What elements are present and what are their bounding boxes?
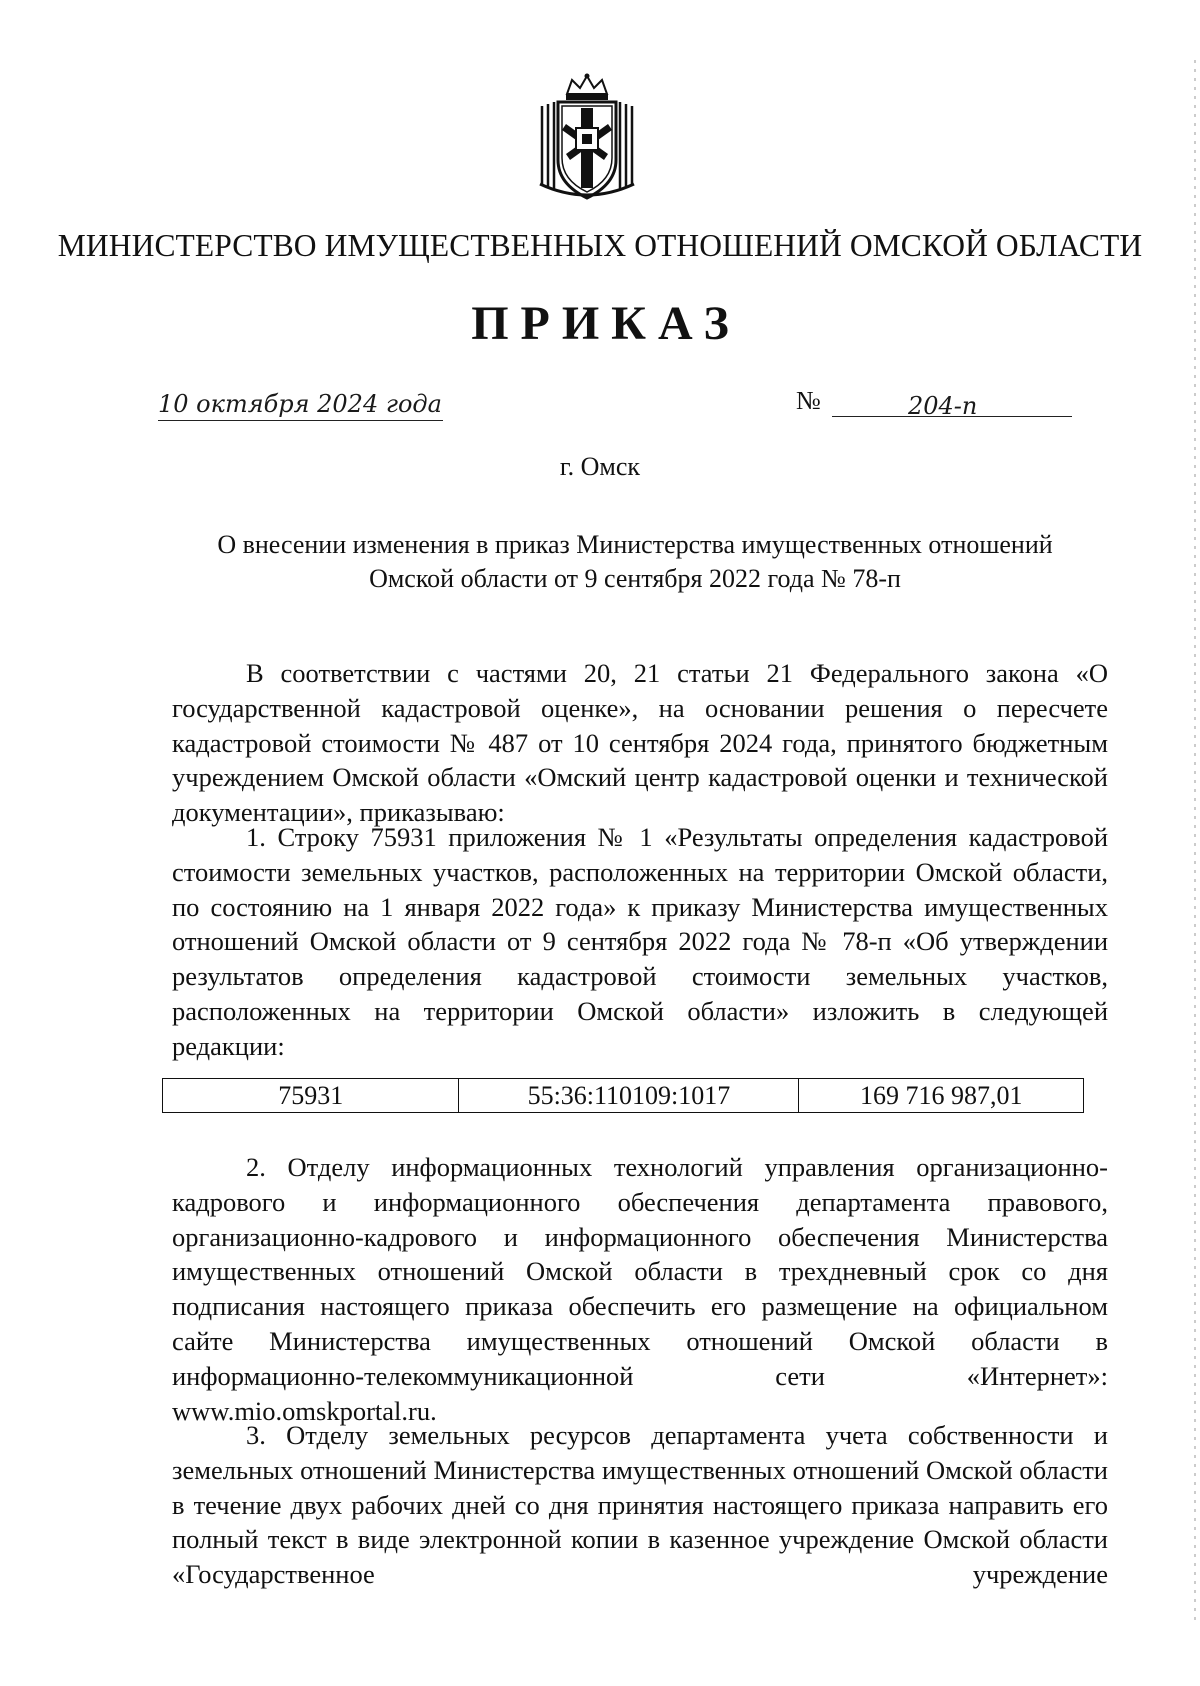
preamble-text: В соответствии с частями 20, 21 статьи 21 Федерального закона «О государственной кадастровой оценке», на основании решения о пересчете кадастровой стоимости № 487 от 10 сентября 2024 года, принятого бюджетным учреждением Омской области «Омский центр кадастровой оценки и технической документации», приказываю: xyxy=(172,658,1108,828)
item-3-text: 3. Отделу земельных ресурсов департамента учета собственности и земельных отношений Министерства имущественных отношений Омской области в течение двух рабочих дней со дня принятия настоящего приказа направить его полный текст в виде электронной копии в казенное учреждение Омской области «Государственное учреждение xyxy=(172,1420,1108,1590)
ministry-name: МИНИСТЕРСТВО ИМУЩЕСТВЕННЫХ ОТНОШЕНИЙ ОМСКОЙ ОБЛАСТИ xyxy=(57,228,1143,263)
subject-line-1: О внесении изменения в приказ Министерства имущественных отношений xyxy=(217,530,1053,559)
order-subject xyxy=(160,528,1110,596)
date-underline xyxy=(158,420,443,421)
item-2-paragraph xyxy=(172,1150,1108,1428)
cadastral-table xyxy=(162,1078,1084,1113)
scan-edge-mark xyxy=(1194,60,1196,1620)
order-number-handwritten: 204-п xyxy=(908,392,978,420)
table-row xyxy=(163,1079,1084,1113)
item-1-paragraph xyxy=(172,820,1108,1064)
order-number-label: № xyxy=(796,386,821,415)
city: г. Омск xyxy=(559,452,641,481)
item-1-text: 1. Строку 75931 приложения № 1 «Результаты определения кадастровой стоимости земельных участков, расположенных на территории Омской области, по состоянию на 1 января 2022 года» к приказу Министерства имущественных отношений Омской области от 9 сентября 2022 года № 78-п «Об утверждении результатов определения кадастровой стоимости земельных участков, расположенных на территории Омской области» изложить в следующей редакции: xyxy=(172,822,1108,1061)
table-cell-row-number: 75931 xyxy=(163,1079,459,1113)
number-underline xyxy=(832,416,1072,417)
table-cell-cadastral-value: 169 716 987,01 xyxy=(799,1079,1084,1113)
subject-line-2: Омской области от 9 сентября 2022 года № 78-п xyxy=(369,564,901,593)
document-title: ПРИКАЗ xyxy=(471,297,741,350)
preamble-paragraph xyxy=(172,656,1108,830)
item-2-text: 2. Отделу информационных технологий управления организационно-кадрового и информационного обеспечения департамента правового, организационно-кадрового и информационного обеспечения Министерства имущественных отношений Омской области в трехдневный срок со дня подписания настоящего приказа обеспечить его размещение на официальном сайте Министерства имущественных отношений Омской области в информационно-телекоммуникационной сети «Интернет»: www.mio.omskportal.ru. xyxy=(172,1152,1108,1426)
omsk-region-coat-of-arms-icon xyxy=(532,72,642,204)
order-date-handwritten: 10 октября 2024 года xyxy=(158,390,442,418)
item-3-paragraph xyxy=(172,1418,1108,1592)
table-cell-cadastral-number: 55:36:110109:1017 xyxy=(459,1079,799,1113)
order-date xyxy=(158,390,442,420)
